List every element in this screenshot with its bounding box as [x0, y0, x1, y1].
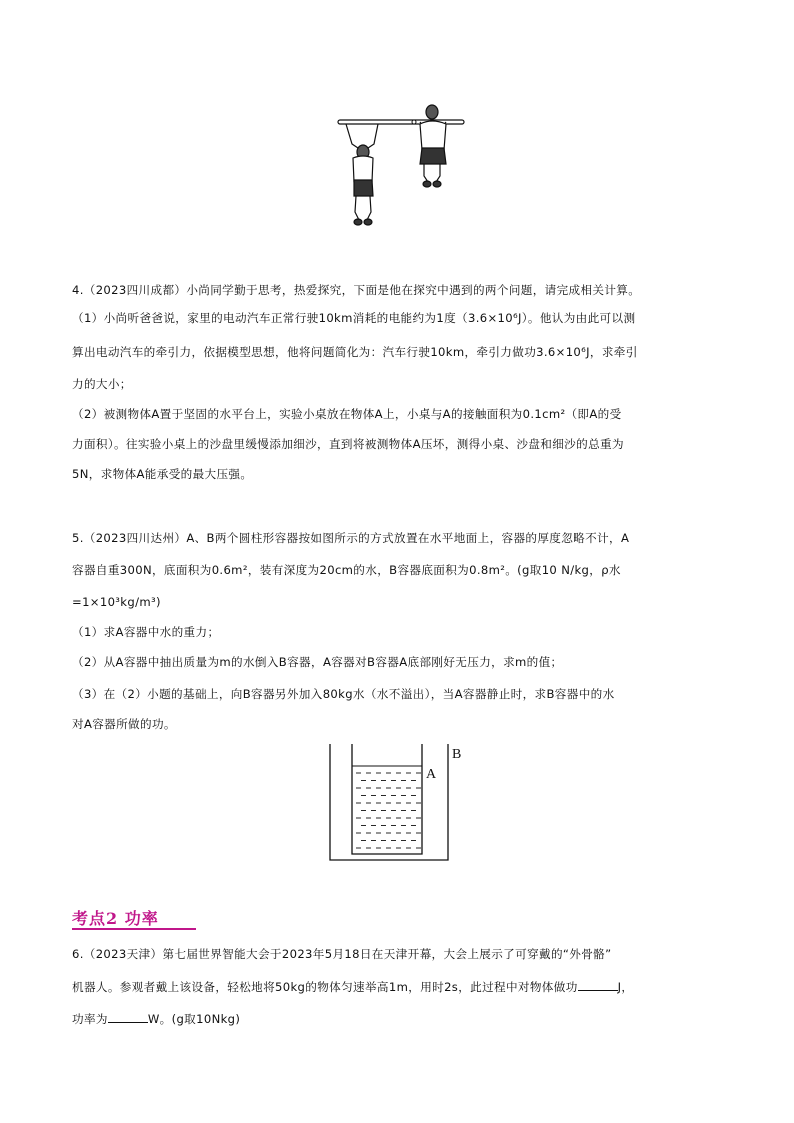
q4-line-2: （1）小尚听爸爸说，家里的电动汽车正常行驶10km消耗的电能约为1度（3.6×10⁶J）。他认为由此可以测	[72, 311, 636, 325]
q6-line-3	[72, 1010, 738, 1027]
q4-line-5: （2）被测物体A置于坚固的水平台上，实验小桌放在物体A上，小桌与A的接触面积为0.1cm²（即A的受	[72, 407, 622, 421]
containers-diagram	[324, 740, 474, 866]
q6-line-3-unit: W。(g取10Nkg)	[147, 1012, 241, 1026]
water-in-a	[352, 766, 422, 848]
lifted-person-figure	[420, 105, 446, 187]
pull-up-illustration	[336, 100, 466, 232]
label-a: A	[426, 767, 437, 782]
q5-line-5: （2）从A容器中抽出质量为m的水倒入B容器，A容器对B容器A底部刚好无压力，求m的值；	[72, 655, 563, 669]
section-heading: 考点2 功率	[72, 909, 159, 928]
q6-line-1: 6.（2023天津）第七届世界智能大会于2023年5月18日在天津开幕，大会上展示了可穿戴的“外骨骼”	[72, 947, 612, 961]
power-answer-blank[interactable]	[108, 1010, 148, 1023]
section-heading-underline	[72, 928, 196, 930]
q5-line-6: （3）在（2）小题的基础上，向B容器另外加入80kg水（水不溢出），当A容器静止时，求B容器中的水	[72, 687, 615, 701]
q4-line-3: 算出电动汽车的牵引力，依据模型思想，他将问题简化为：汽车行驶10km，牵引力做功3.6×10⁶J，求牵引	[72, 345, 638, 359]
label-b: B	[452, 747, 462, 762]
q4-line-1: 4.（2023四川成都）小尚同学勤于思考，热爱探究，下面是他在探究中遇到的两个问题，请完成相关计算。	[72, 283, 641, 297]
q5-line-4: （1）求A容器中水的重力；	[72, 625, 220, 639]
q6-line-3-text: 功率为	[72, 1012, 108, 1026]
q4-line-6: 力面积）。往实验小桌上的沙盘里缓慢添加细沙，直到将被测物体A压坏，测得小桌、沙盘和细沙的总重为	[72, 437, 624, 451]
container-b	[330, 744, 448, 860]
work-answer-blank[interactable]	[578, 978, 618, 991]
q4-line-4: 力的大小；	[72, 377, 132, 391]
container-a	[352, 744, 422, 854]
q5-line-7: 对A容器所做的功。	[72, 717, 176, 731]
hanging-person-figure	[346, 124, 378, 225]
q4-line-7: 5N，求物体A能承受的最大压强。	[72, 467, 253, 481]
q5-line-1: 5.（2023四川达州）A、B两个圆柱形容器按如图所示的方式放置在水平地面上，容器的厚度忽略不计，A	[72, 531, 630, 545]
q6-line-2-text: 机器人。参观者戴上该设备，轻松地将50kg的物体匀速举高1m，用时2s，此过程中对物体做功	[72, 980, 578, 994]
q6-line-2	[72, 978, 738, 995]
q5-line-2: 容器自重300N，底面积为0.6m²，装有深度为20cm的水，B容器底面积为0.8m²。(g取10 N/kg，ρ水	[72, 563, 621, 577]
q6-line-2-unit: J，	[617, 980, 634, 994]
q5-line-3: =1×10³kg/m³)	[72, 595, 161, 609]
